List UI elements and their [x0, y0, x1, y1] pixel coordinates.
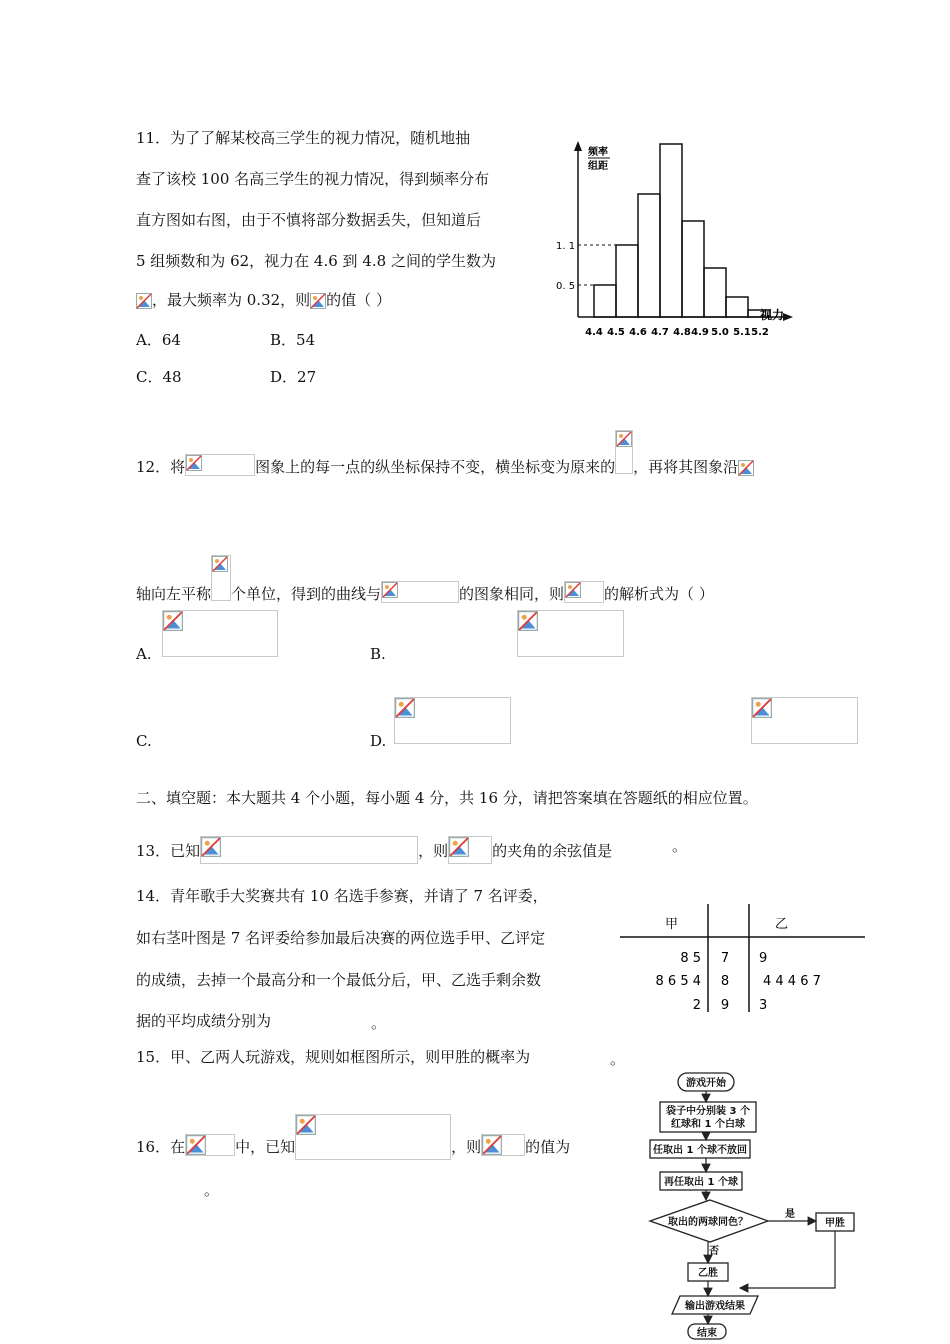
flow-step-1-label-b: 红球和 1 个白球: [671, 1119, 745, 1130]
left-leaves-row-3: 2: [692, 998, 701, 1013]
x-tick: 4.8: [673, 327, 691, 338]
x-tick: 4.6: [629, 327, 647, 338]
formula-image: [564, 581, 604, 603]
stem-row-2: 8: [720, 974, 730, 989]
stem-row-1: 7: [720, 951, 730, 966]
y-label-1-1: 1. 1: [556, 241, 576, 252]
y-axis-arrow: [574, 141, 582, 151]
q11-option-b: B．54: [270, 331, 316, 349]
broken-image-icon: [163, 611, 183, 631]
q12-text-4: 轴向左平称: [136, 585, 212, 603]
flow-yi-label: 乙胜: [698, 1268, 718, 1279]
x-axis-arrow: [783, 313, 793, 321]
formula-image: [211, 555, 231, 601]
x-tick: 5.1: [733, 327, 751, 338]
broken-image-icon: [186, 455, 202, 471]
histogram-bar: [638, 194, 660, 317]
stem-row-3: 9: [720, 998, 730, 1013]
q11-line-5-end: 的值（ ）: [326, 291, 391, 309]
x-tick: 5.2: [751, 327, 769, 338]
q11-option-c: C．48: [136, 368, 182, 386]
q12-text-1: 12．将: [136, 458, 186, 476]
x-tick: 4.4: [585, 327, 603, 338]
y-title-bottom: 组距: [588, 161, 608, 172]
q11-option-d: D．27: [270, 368, 317, 386]
broken-image-icon: [310, 293, 326, 309]
q12-option-a-formula: [162, 610, 278, 657]
formula-image: [615, 430, 633, 474]
flow-step-2-label: 任取出 1 个球不放回: [653, 1145, 747, 1156]
broken-image-icon: [482, 1135, 502, 1155]
broken-image-icon: [212, 556, 228, 572]
stem-leaf-right-title: 乙: [775, 917, 789, 932]
q12-option-c-formula: [394, 697, 511, 744]
q11-line-5-text: ，最大频率为 0.32，则: [152, 291, 311, 309]
flow-yes-label: 是: [785, 1209, 795, 1220]
q16-line: [136, 1114, 570, 1160]
formula-image: [310, 293, 326, 309]
q11-line-2: 查了该校 100 名高三学生的视力情况，得到频率分布: [136, 170, 490, 188]
histogram-bar: [594, 285, 616, 317]
formula-image: [295, 1114, 451, 1160]
histogram-bar: [704, 268, 726, 317]
q14-end: 。: [371, 1014, 387, 1032]
q12-option-b-formula: [517, 610, 624, 657]
q14-line-1: 14．青年歌手大奖赛共有 10 名选手参赛，并请了 7 名评委，: [136, 887, 548, 905]
histogram-bar: [616, 245, 638, 317]
x-title: 视力: [760, 308, 785, 322]
q16-text-2: 中，已知: [235, 1138, 296, 1156]
formula-image: [738, 460, 754, 476]
broken-image-icon: [738, 460, 754, 476]
stem-leaf-plot: [615, 900, 870, 1020]
section-2-heading: 二、填空题：本大题共 4 个小题，每小题 4 分，共 16 分，请把答案填在答题纸的相应位置。: [136, 789, 758, 807]
x-tick: 4.9: [691, 327, 709, 338]
game-flowchart: [640, 1068, 865, 1344]
histogram-bar: [682, 221, 704, 317]
q12-option-d-formula: [751, 697, 858, 744]
flow-decision-label: 取出的两球同色？: [668, 1217, 748, 1228]
right-leaves-row-1: 9: [759, 951, 768, 966]
right-leaves-row-2: 4 4 4 6 7: [763, 974, 821, 989]
broken-image-icon: [186, 1135, 206, 1155]
histogram-bars: [594, 144, 770, 317]
x-tick: 4.5: [607, 327, 625, 338]
frequency-histogram: [548, 135, 798, 345]
right-leaves-row-3: 3: [759, 998, 768, 1013]
q12-line-1: [136, 430, 754, 477]
q13-text-3: 的夹角的余弦值是: [492, 842, 613, 860]
q13-end: 。: [672, 837, 688, 855]
left-leaves-row-2: 8 6 5 4: [655, 974, 701, 989]
q12-text-7: 的解析式为（ ）: [604, 585, 714, 603]
formula-image: [185, 1134, 235, 1156]
flow-end-label: 结束: [697, 1328, 717, 1339]
flow-jia-label: 甲胜: [825, 1218, 845, 1229]
q12-option-a-label: A.: [136, 645, 152, 663]
formula-image: [381, 581, 459, 603]
broken-image-icon: [136, 293, 152, 309]
broken-image-icon: [395, 698, 415, 718]
q12-line-2: [136, 555, 714, 604]
y-title-top: 频率: [588, 147, 608, 158]
q11-line-4: 5 组频数和为 62，视力在 4.6 到 4.8 之间的学生数为: [136, 252, 496, 270]
q11-line-3: 直方图如右图，由于不慎将部分数据丢失，但知道后: [136, 211, 482, 229]
q12-text-3: ，再将其图象沿: [633, 458, 739, 476]
broken-image-icon: [382, 582, 398, 598]
y-label-0-5: 0. 5: [556, 281, 576, 292]
histogram-bar: [726, 297, 748, 317]
q11-option-a: A．64: [136, 331, 181, 349]
flow-arrow: [740, 1231, 835, 1288]
formula-image: [448, 836, 492, 864]
q14-line-4: 据的平均成绩分别为: [136, 1012, 272, 1030]
q13-line: [136, 836, 612, 864]
q15-line: 15．甲、乙两人玩游戏，规则如框图所示，则甲胜的概率为: [136, 1048, 531, 1066]
q13-text-1: 13．已知: [136, 842, 201, 860]
broken-image-icon: [296, 1115, 316, 1135]
x-tick: 5.0: [711, 327, 729, 338]
q15-end: 。: [610, 1050, 626, 1068]
q12-text-5: 个单位，得到的曲线与: [231, 585, 382, 603]
x-tick: 4.7: [651, 327, 669, 338]
q11-line-5: [136, 290, 391, 310]
broken-image-icon: [449, 837, 469, 857]
broken-image-icon: [752, 698, 772, 718]
q12-option-c-label: C.: [136, 732, 152, 750]
formula-image: [481, 1134, 525, 1156]
broken-image-icon: [518, 611, 538, 631]
q16-text-3: ，则: [451, 1138, 482, 1156]
q13-text-2: ，则: [418, 842, 449, 860]
flow-step-1-label-a: 袋子中分别装 3 个: [666, 1106, 750, 1117]
flow-start-label: 游戏开始: [686, 1078, 726, 1089]
q16-text-1: 16．在: [136, 1138, 186, 1156]
stem-leaf-left-title: 甲: [665, 917, 679, 932]
q14-line-3: 的成绩，去掉一个最高分和一个最低分后，甲、乙选手剩余数: [136, 971, 542, 989]
q12-text-6: 的图象相同，则: [459, 585, 565, 603]
flow-step-3-label: 再任取出 1 个球: [664, 1177, 738, 1188]
q16-end: 。: [204, 1181, 220, 1199]
formula-image: [136, 293, 152, 309]
formula-image: [185, 454, 255, 476]
left-leaves-row-1: 8 5: [680, 951, 701, 966]
q12-text-2: 图象上的每一点的纵坐标保持不变，横坐标变为原来的: [255, 458, 616, 476]
q16-text-4: 的值为: [525, 1138, 571, 1156]
histogram-bar: [660, 144, 682, 317]
q12-option-d-label: D.: [370, 732, 387, 750]
q14-line-2: 如右茎叶图是 7 名评委给参加最后决赛的两位选手甲、乙评定: [136, 929, 546, 947]
q11-line-1: 11．为了了解某校高三学生的视力情况，随机地抽: [136, 129, 471, 147]
broken-image-icon: [565, 582, 581, 598]
q12-option-b-label: B.: [370, 645, 386, 663]
flow-no-label: 否: [709, 1246, 719, 1257]
broken-image-icon: [616, 431, 632, 447]
broken-image-icon: [201, 837, 221, 857]
formula-image: [200, 836, 418, 864]
flow-output-label: 输出游戏结果: [685, 1301, 745, 1312]
